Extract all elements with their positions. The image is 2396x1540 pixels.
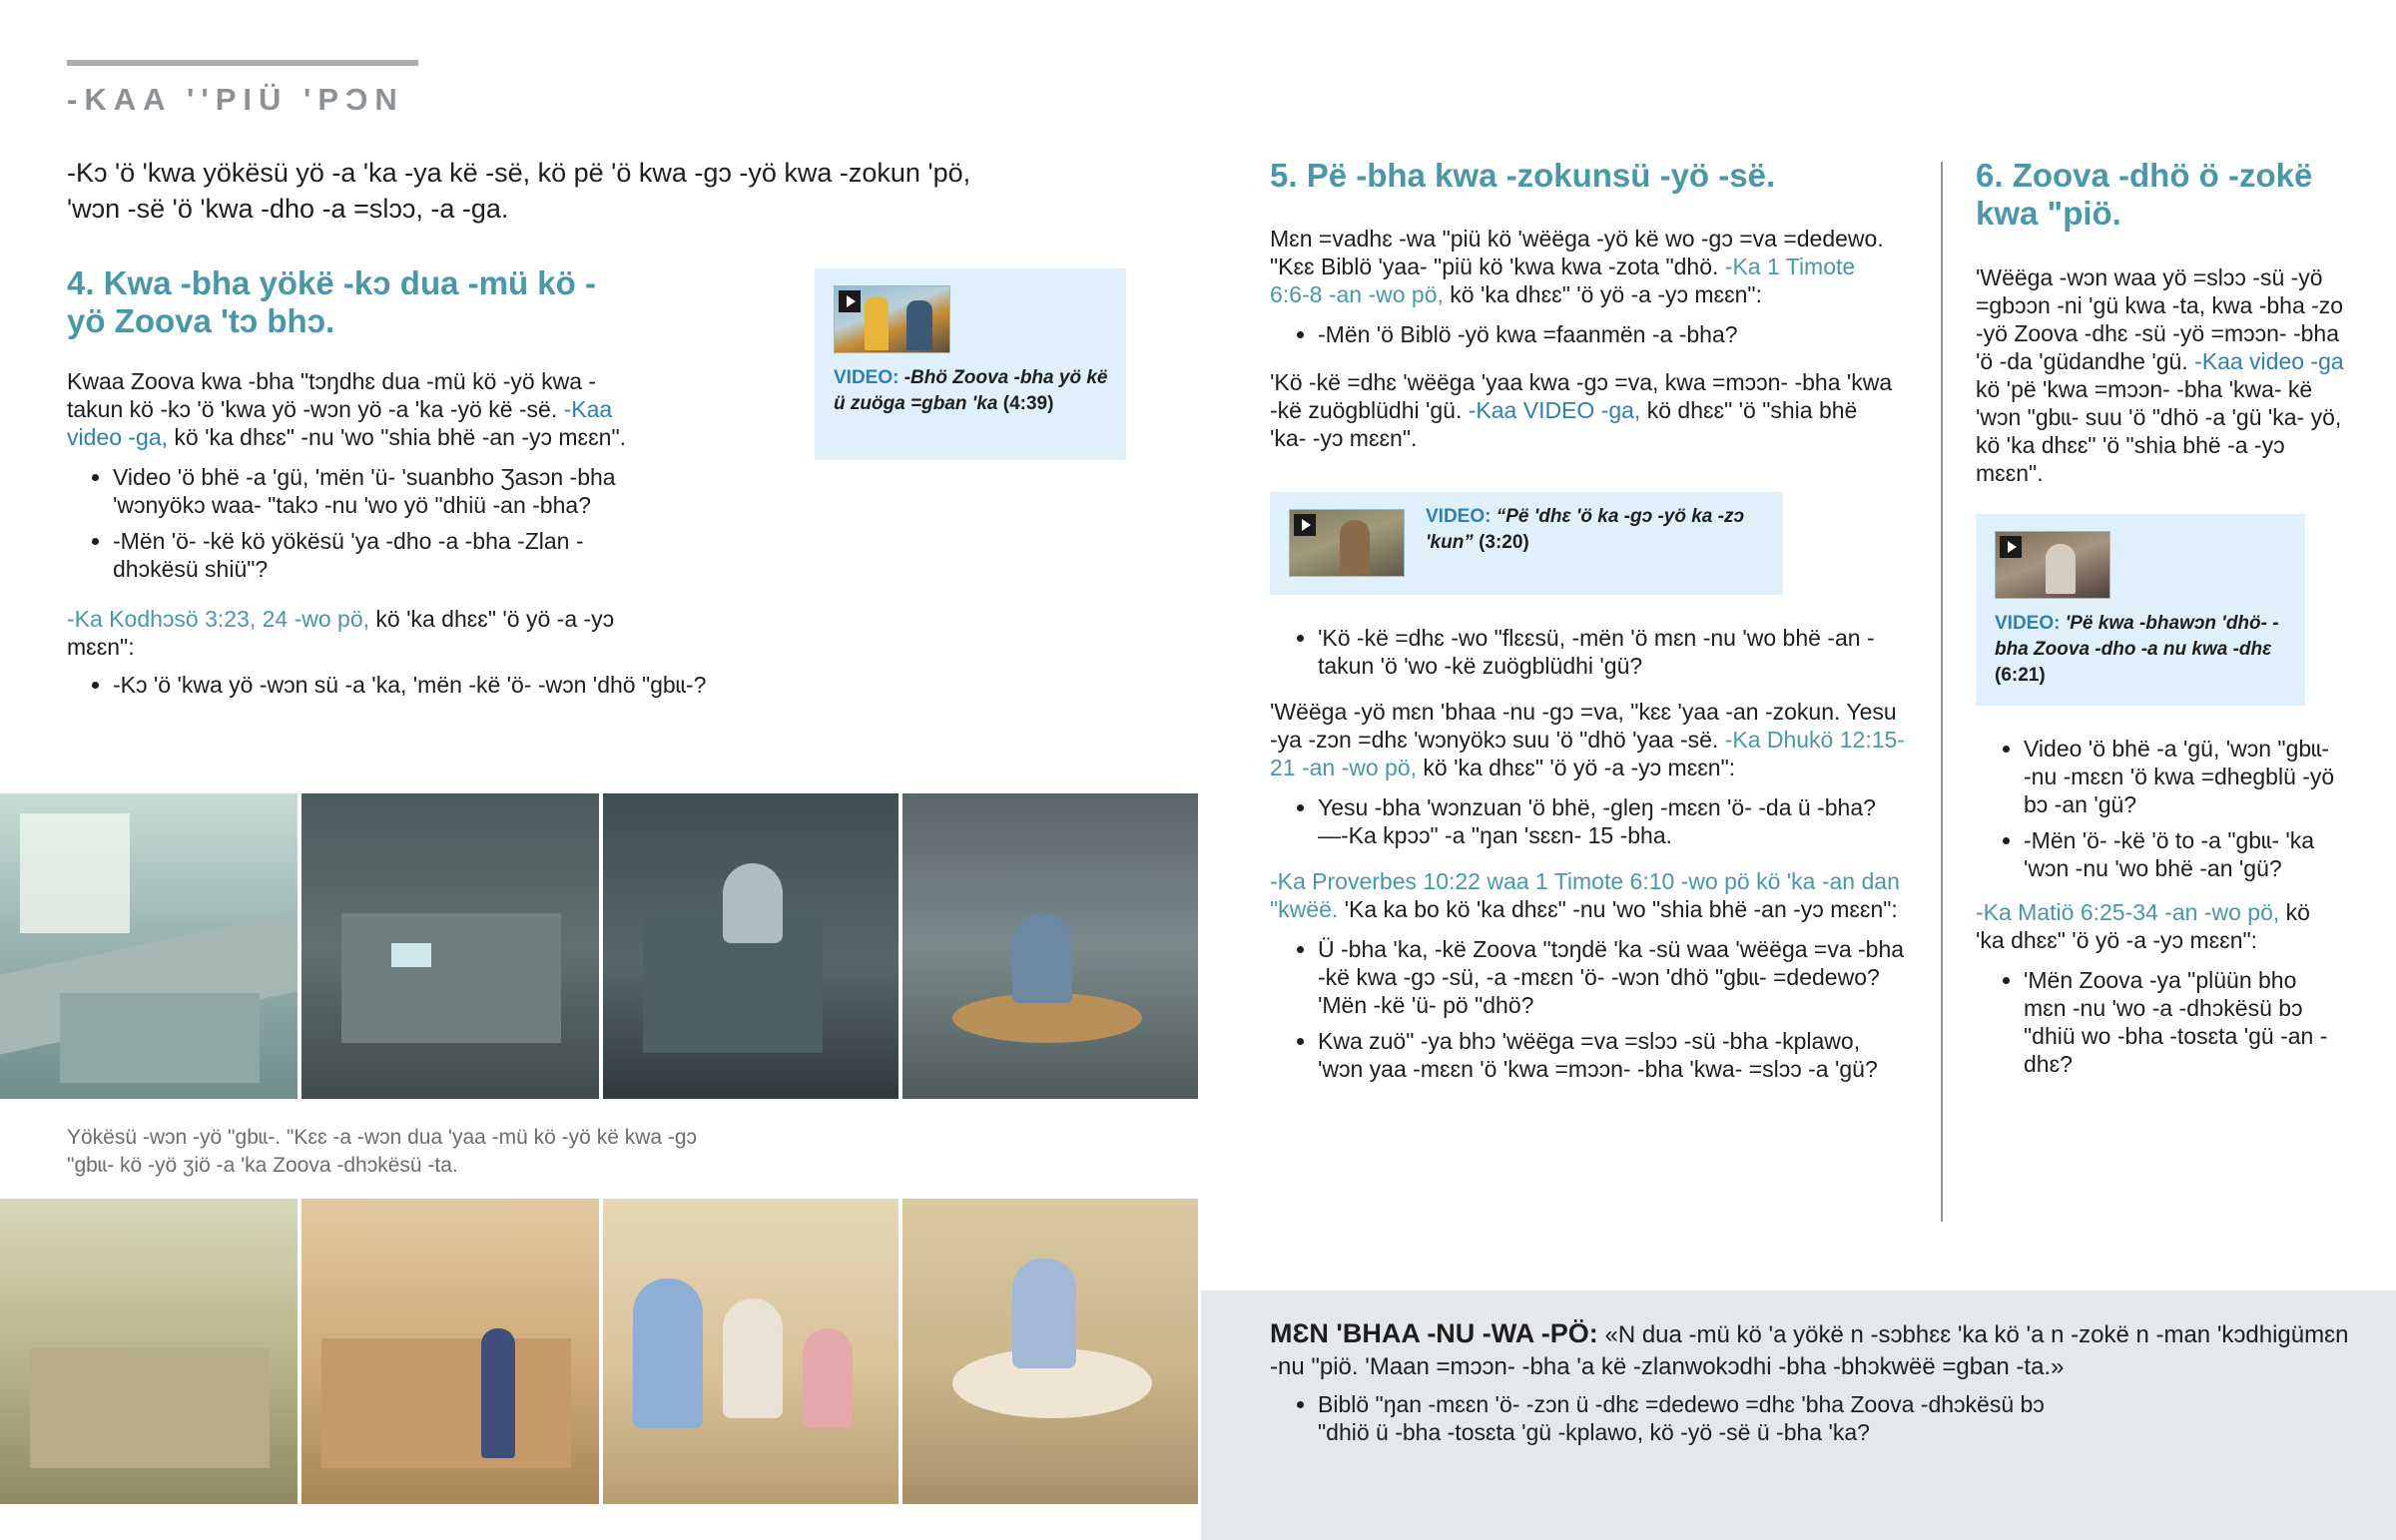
question-item: • -Mën 'ö- -kë kö yökësü 'ya -dho -a -bha -Zlan -dhɔkësü shiü"? [113, 527, 626, 583]
section5-video-link[interactable]: -Kaa VIDEO -ga, [1468, 397, 1641, 423]
paragraph-tail: kö dhɛɛ" 'ö "shia bhë 'ka- -yɔ mɛɛn". [1270, 397, 1858, 451]
section6-paragraph [1976, 263, 2350, 487]
paragraph-tail: kö 'pë 'kwa =mɔɔn- -bha 'kwa- kë 'wɔn "gbɩɩ- suu 'ö "dhö -a 'gü 'ka- yö, kö 'ka dhɛɛ" 'ö "shia bhë -a -yɔ mɛɛn". [1976, 376, 2342, 486]
question-item: • -Mën 'ö Biblö -yö kwa =faanmën -a -bha? [1318, 320, 1899, 348]
section5-questions-4 [1270, 935, 1909, 1083]
section6-questions-2 [1976, 966, 2335, 1078]
section5-paragraph-2 [1270, 368, 1899, 452]
question-item: • -Mën 'ö- -kë 'ö to -a "gbɩɩ- 'ka 'wɔn -nu 'wo bhë -an 'gü? [2024, 826, 2335, 882]
play-icon [2000, 536, 2022, 558]
illustration-office-4 [0, 1199, 298, 1504]
video-duration: (3:20) [1479, 532, 1529, 553]
header-rule [67, 60, 418, 66]
intro-text: -Kɔ 'ö 'kwa yökësü yö -a 'ka -ya kë -së, kö pë 'ö kwa -gɔ -yö kwa -zokun 'pö, 'wɔn -së 'ö 'kwa -dho -a =slɔɔ, -a -ga. [67, 158, 971, 224]
video-thumbnail[interactable] [834, 285, 950, 353]
question-item: • 'Kö -kë =dhɛ -wo "flɛɛsü, -mën 'ö mɛn -nu 'wo bhë -an -takun 'ö 'wo -kë zuögblüdhi 'gü? [1318, 624, 1909, 680]
question-item: • Video 'ö bhë -a 'gü, 'wɔn "gbɩɩ- -nu -mɛɛn 'ö kwa =dhegblü -yö bɔ -an 'gü? [2024, 735, 2335, 818]
scripture-link[interactable]: -Ka Matiö 6:25-34 -an -wo pö, [1976, 899, 2280, 925]
illustration-office-1 [0, 793, 298, 1099]
paragraph-tail: 'Ka ka bo kö 'ka dhɛɛ" -nu 'wo "shia bhë -an -yɔ mɛɛn": [1338, 896, 1898, 922]
section5-heading: 5. Pë -bha kwa -zokunsü -yö -së. [1270, 157, 1776, 194]
video-caption [1995, 611, 2294, 689]
section-kicker: -KAA ''PIÜ 'PƆN [67, 82, 404, 117]
illustration-family-2 [902, 1199, 1198, 1504]
paragraph-text: Kwaa Zoova kwa -bha "tɔŋdhɛ dua -mü kö -yö kwa -takun kö -kɔ 'ö 'kwa yö -wɔn yö -a 'ka -yö kë -së. [67, 368, 597, 422]
paragraph-tail: kö 'ka dhɛɛ" 'ö yö -a -yɔ mɛɛn": [1417, 755, 1736, 780]
illustration-caption: Yökësü -wɔn -yö "gbɩɩ-. "Kɛɛ -a -wɔn dua 'yaa -mü kö -yö kë kwa -gɔ "gbɩɩ- kö -yö ʒiö -a 'ka Zoova -dhɔkësü -ta. [67, 1126, 698, 1177]
play-icon [1294, 514, 1316, 536]
question-item: • -Kɔ 'ö 'kwa yö -wɔn sü -a 'ka, 'mën -kë 'ö- -wɔn 'dhö "gbɩɩ-? [113, 671, 792, 699]
summary-box [1201, 1290, 2396, 1540]
section4-heading: 4. Kwa -bha yökë -kɔ dua -mü kö -yö Zoova 'tɔ bhɔ. [67, 264, 596, 339]
paragraph-tail: kö 'ka dhɛɛ" 'ö yö -a -yɔ mɛɛn": [1443, 281, 1762, 307]
video-title: “Pë 'dhɛ 'ö ka -gɔ -yö ka -zɔ 'kun” [1426, 506, 1745, 553]
paragraph-tail: kö 'ka dhɛɛ" -nu 'wo "shia bhë -an -yɔ mɛɛn". [168, 424, 626, 450]
section4-column [67, 264, 707, 707]
paragraph-text: 'Wëëga -yö mɛn 'bhaa -nu -gɔ =va, "kɛɛ 'yaa -an -zokun. Yesu -ya -zɔn =dhɛ 'wɔnyökɔ suu 'ö "dhö 'yaa -së. [1270, 699, 1897, 753]
section6-scripture-prompt [1976, 898, 2335, 954]
section6-column-lower [1976, 735, 2335, 1086]
video-thumbnail[interactable] [1995, 531, 2110, 599]
video-card-section6[interactable] [1976, 514, 2305, 706]
video-title: -Bhö Zoova -bha yö kë ü zuöga =gban 'ka [834, 367, 1108, 414]
section5-questions-1 [1270, 320, 1899, 348]
illustration-office-2 [301, 793, 599, 1099]
video-label: VIDEO: [834, 367, 899, 388]
illustration-office-3 [603, 793, 898, 1099]
summary-label: MƐN 'BHAA -NU -WA -PÖ: [1270, 1318, 1598, 1348]
section5-paragraph-4 [1270, 867, 1909, 923]
question-item: • Video 'ö bhë -a 'gü, 'mën 'ü- 'suanbho Ʒasɔn -bha 'wɔnyökɔ waa- "takɔ -nu 'wo yö "dhiü -an -bha? [113, 463, 626, 519]
video-label: VIDEO: [1995, 613, 2061, 634]
scripture-link[interactable]: -Ka Kodhɔsö 3:23, 24 -wo pö, [67, 606, 370, 632]
paragraph-text: 'Wëëga -wɔn waa yö =slɔɔ -sü -yö =gbɔɔn -ni 'gü kwa -ta, kwa -bha -zo -yö Zoova -dhɛ -sü -yö =mɔɔn- -bha 'ö -da 'güdandhe 'gü. [1976, 264, 2344, 374]
scripture-link[interactable]: -Ka Dhukö 12:15-21 -an -wo pö, [1270, 727, 1905, 780]
section4-scripture-prompt [67, 605, 626, 661]
question-item: • Ü -bha 'ka, -kë Zoova "tɔŋdë 'ka -sü waa 'wëëga =va -bha -kë kwa -gɔ -sü, -a -mɛɛn 'ö- -wɔn 'dhö "gbɩɩ- =dedewo? 'Mën -kë 'ü- pö "dhö? [1318, 935, 1909, 1019]
scripture-link[interactable]: -Ka 1 Timote 6:6-8 -an -wo pö, [1270, 254, 1856, 307]
section5-paragraph-1 [1270, 225, 1899, 308]
video-duration: (4:39) [1002, 393, 1054, 414]
section5-questions-2 [1270, 624, 1909, 680]
play-icon [839, 290, 861, 312]
summary-questions [1270, 1390, 2077, 1454]
section5-questions-3 [1270, 793, 1909, 849]
section5-column-lower [1270, 624, 1909, 1091]
section5-paragraph-3 [1270, 698, 1909, 781]
paragraph-text: Mɛn =vadhɛ -wa "piü kö 'wëëga -yö kë wo -gɔ =va =dedewo. "Kɛɛ Biblö 'yaa- "piü kö 'kwa kwa -zota "dhö. [1270, 226, 1884, 279]
question-item: • Yesu -bha 'wɔnzuan 'ö bhë, -gleŋ -mɛɛn 'ö- -da ü -bha? —-Ka kpɔɔ" -a "ŋan 'sɛɛn- 15 -bha. [1318, 793, 1909, 849]
scripture-link[interactable]: -Ka Proverbes 10:22 waa 1 Timote 6:10 -wo pö kö 'ka -an dan "kwëë. [1270, 868, 1900, 922]
column-divider [1941, 162, 1943, 1222]
section4-questions [67, 463, 626, 583]
section5-column [1270, 157, 1899, 452]
question-item: • Biblö "ŋan -mɛɛn 'ö- -zɔn ü -dhɛ =dedewo =dhɛ 'bha Zoova -dhɔkësü bɔ "dhiö ü -bha -tosɛta 'gü -kplawo, kö -yö -së ü -bha 'ka? [1318, 1390, 2077, 1446]
prompt-tail: kö 'ka dhɛɛ" 'ö yö -a -yɔ mɛɛn": [67, 606, 615, 660]
question-item: • Kwa zuö" -ya bhɔ 'wëëga =va =slɔɔ -sü -bha -kplawo, 'wɔn yaa -mɛɛn 'ö 'kwa =mɔɔn- -bha 'kwa- =slɔɔ -a 'gü? [1318, 1027, 1909, 1083]
illustration-kitchen-1 [902, 793, 1198, 1099]
video-thumbnail[interactable] [1289, 509, 1405, 577]
video-card-section4[interactable] [815, 268, 1126, 460]
illustration-family-1 [603, 1199, 898, 1504]
paragraph-text: 'Kö -kë =dhɛ 'wëëga 'yaa kwa -gɔ =va, kwa =mɔɔn- -bha 'kwa -kë zuögblüdhi 'gü. [1270, 369, 1893, 423]
summary-quote: «N dua -mü kö 'a yökë n -sɔbhɛɛ 'ka kö 'a n -zokë n -man 'kɔdhigümɛn -nu "piö. 'Maan =mɔɔn- -bha 'a kë -zlanwokɔdhi -bha -bhɔkwëë =gban -ta.» [1270, 1321, 2349, 1380]
question-item: • 'Mën Zoova -ya "plüün bho mɛn -nu 'wo -a -dhɔkësü bɔ "dhiü wo -bha -tosɛta 'gü -an -dhɛ? [2024, 966, 2335, 1078]
video-title: 'Pë kwa -bhawɔn 'dhö- -bha Zoova -dho -a nu kwa -dhɛ [1995, 613, 2279, 660]
video-card-section5[interactable] [1270, 492, 1783, 595]
section4-scripture-questions [67, 671, 792, 699]
section6-column [1976, 157, 2350, 487]
video-label: VIDEO: [1426, 506, 1492, 527]
video-duration: (6:21) [1995, 665, 2046, 686]
illustration-office-5 [301, 1199, 599, 1504]
summary-text [1270, 1317, 2358, 1383]
section6-questions-1 [1976, 735, 2335, 882]
section4-paragraph [67, 367, 626, 451]
prompt-tail: kö 'ka dhɛɛ" 'ö yö -a -yɔ mɛɛn": [1976, 899, 2310, 953]
section6-heading: 6. Zoova -dhö ö -zokë kwa "piö. [1976, 157, 2313, 232]
section4-video-link[interactable]: -Kaa video -ga, [67, 396, 613, 450]
video-caption [1426, 504, 1765, 556]
video-caption [834, 365, 1118, 417]
section6-video-link[interactable]: -Kaa video -ga [2194, 348, 2344, 374]
